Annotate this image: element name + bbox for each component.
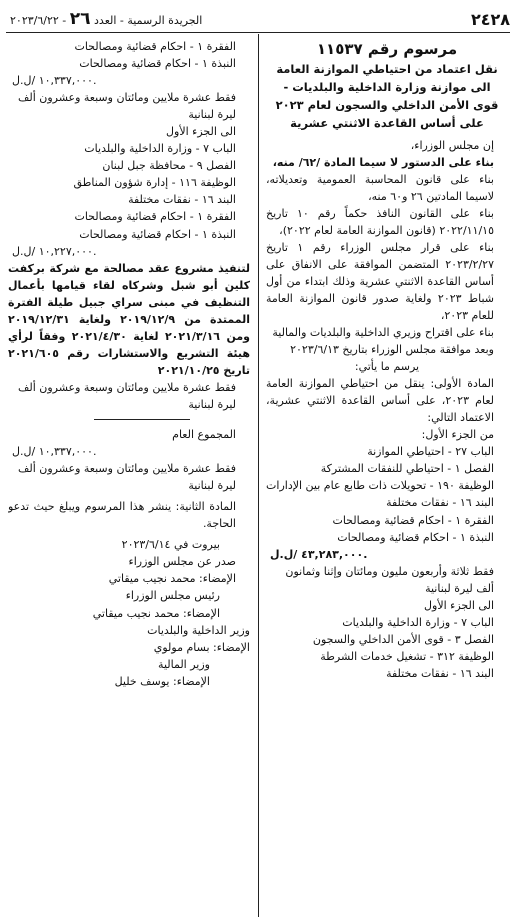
from-item-6: النبذة ١ - احكام قضائية ومصالحات: [337, 530, 494, 544]
recital-2: بناء على قانون المحاسبة العمومية وتعديلاته، لاسيما المادتين ٢٦ و٦٠ منه،: [266, 172, 494, 203]
left-column: [8, 38, 250, 917]
amount-b: [8, 243, 250, 260]
item-b-4: البند ١٦ - نفقات مختلفة: [128, 193, 236, 207]
finance-title: وزير المالية: [158, 657, 210, 671]
grand-total-amount-value: ١٠,٣٣٧,٠٠٠ /ل.ل.: [12, 445, 97, 459]
signature-3: الإمضاء: بسام مولوي: [153, 640, 250, 654]
amount-b-value: ١٠,٢٢٧,٠٠٠ /ل.ل.: [12, 244, 97, 258]
from-item-2: الفصل ١ - احتياطي للنفقات المشتركة: [320, 462, 494, 476]
amount-a-value: ١٠,٣٣٧,٠٠٠ /ل.ل.: [12, 74, 97, 88]
interior-title: وزير الداخلية والبلديات: [147, 623, 250, 637]
signature-4: الإمضاء: يوسف خليل: [114, 674, 210, 688]
decrees-line: يرسم ما يأتي:: [354, 360, 420, 374]
decree-subtitle-4: على أساس القاعدة الاثنتي عشرية: [290, 115, 484, 130]
item-b-1: الباب ٧ - وزارة الداخلية والبلديات: [84, 142, 236, 156]
page-header: [6, 6, 510, 33]
item-b-3: الوظيفة ١١٦ - إدارة شؤون المناطق: [73, 176, 236, 190]
to-item-1: الباب ٧ - وزارة الداخلية والبلديات: [342, 615, 494, 629]
amount-a: [8, 72, 250, 89]
decree-subtitle-2: الى موازنة وزارة الداخلية والبلديات -: [283, 80, 491, 95]
decree-title: مرسوم رقم ١١٥٣٧: [316, 40, 458, 58]
to-item-3: الوظيفة ٣١٢ - تشغيل خدمات الشرطة: [320, 649, 494, 663]
total-words: فقط ثلاثة وأربعون مليون ومائتان وإثنا وثمانون ألف ليرة لبنانية: [285, 564, 494, 595]
to-item-4: البند ١٦ - نفقات مختلفة: [386, 666, 494, 680]
total-amount: [266, 546, 508, 563]
signature-1: الإمضاء: محمد نجيب ميقاتي: [108, 572, 236, 586]
words-b: فقط عشرة ملايين ومائتان وسبعة وعشرون ألف ليرة لبنانية: [17, 380, 236, 411]
signature-2: الإمضاء: محمد نجيب ميقاتي: [92, 606, 220, 620]
item-b-2: الفصل ٩ - محافظة جبل لبنان: [102, 159, 236, 173]
council-line: إن مجلس الوزراء،: [410, 138, 494, 152]
from-item-1: الباب ٢٧ - احتياطي الموازنة: [367, 445, 494, 459]
recital-1: بناء على الدستور لا سيما المادة /٦٢/ منه،: [272, 155, 494, 169]
recital-6: وبعد موافقة مجلس الوزراء بتاريخ ٢٠٢٣/٦/١٣: [290, 343, 494, 357]
to-item-2: الفصل ٣ - قوى الأمن الداخلي والسجون: [312, 632, 494, 646]
decree-subtitle-1: نقل اعتماد من احتياطي الموازنة العامة: [276, 62, 498, 77]
from-item-4: البند ١٦ - نفقات مختلفة: [386, 496, 494, 510]
grand-total-amount: [8, 443, 250, 460]
recital-3: بناء على القانون النافذ حكماً رقم ١٠ تاريخ ٢٠٢٢/١١/١٥ (قانون الموازنة العامة لعام ٢٠٢٢)،: [266, 206, 494, 237]
from-part: من الجزء الأول:: [421, 428, 494, 442]
article-2: المادة الثانية: ينشر هذا المرسوم ويبلغ حيث تدعو الحاجة.: [8, 500, 236, 531]
page-number: ٢٤٢٨: [470, 9, 510, 29]
total-amount-value: ٤٣,٢٨٣,٠٠٠ /ل.ل.: [270, 547, 368, 561]
from-item-3: الوظيفة ١٩٠ - تحويلات ذات طابع عام بين الإدارات: [266, 479, 494, 493]
to-part-2: الى الجزء الأول: [166, 125, 236, 139]
column-divider: [258, 34, 259, 917]
journal-title: [6, 9, 471, 29]
article-1: المادة الأولى: ينقل من احتياطي الموازنة العامة لعام ٢٠٢٣، على أساس القاعدة الاثنتي عشرية، الاعتماد التالي:: [266, 377, 494, 425]
right-column: [266, 38, 508, 917]
item-b-6: النبذة ١ - احكام قضائية ومصالحات: [79, 227, 236, 241]
recital-5: بناء على اقتراح وزيري الداخلية والبلديات والمالية: [272, 326, 494, 340]
to-part: الى الجزء الأول: [424, 598, 494, 612]
settlement-text: لتنفيذ مشروع عقد مصالحة مع شركة بركفت كلين أبو شبل وشركاه لقاء قيامها بأعمال التنظيف في مبنى سراي جبيل طيلة الفترة الممتدة من ٢٠١٩/١٢/٩ ولغاية ٢٠١٩/١٢/٣١ ومن ٢٠٢١/٣/١٦ لغاية ٢٠٢١/٤/٣٠ وفقاً لرأي هيئة التشريع والاستشارات رقم ٢٠٢١/٦٠٥ تاريخ ٢٠٢١/١٠/٢٥: [8, 261, 250, 377]
from-item-5: الفقرة ١ - احكام قضائية ومصالحات: [332, 513, 494, 527]
grand-total-words: فقط عشرة ملايين ومائتان وسبعة وعشرون ألف ليرة لبنانية: [17, 462, 236, 493]
words-a: فقط عشرة ملايين ومائتان وسبعة وعشرون ألف ليرة لبنانية: [17, 91, 236, 122]
decree-subtitle-3: قوى الأمن الداخلي والسجون لعام ٢٠٢٣: [275, 97, 499, 112]
journal-text: الجريدة الرسمية - العدد: [94, 14, 203, 27]
issue-date: - ٢٠٢٣/٦/٢٢: [10, 14, 67, 27]
item-a-1: الفقرة ١ - احكام قضائية ومصالحات: [74, 40, 236, 53]
issue-number: ٢٦: [69, 9, 91, 29]
item-b-5: الفقرة ١ - احكام قضائية ومصالحات: [74, 210, 236, 224]
item-a-2: النبذة ١ - احكام قضائية ومصالحات: [79, 57, 236, 71]
issued-by: صدر عن مجلس الوزراء: [128, 555, 236, 569]
recital-4: بناء على قرار مجلس الوزراء رقم ١ تاريخ ٢٠٢٣/٢/٢٧ المتضمن الموافقة على الانفاق على أساس القاعدة الاثنتي عشرية وذلك ابتداء من أول شباط ٢٠٢٣ ولغاية صدور قانون الموازنة العامة للعام ٢٠٢٣،: [266, 240, 494, 322]
place-date: بيروت في ٢٠٢٣/٦/١٤: [121, 538, 220, 552]
total-rule: [94, 419, 190, 420]
pm-title: رئيس مجلس الوزراء: [125, 589, 220, 603]
grand-total-label: المجموع العام: [172, 428, 236, 442]
